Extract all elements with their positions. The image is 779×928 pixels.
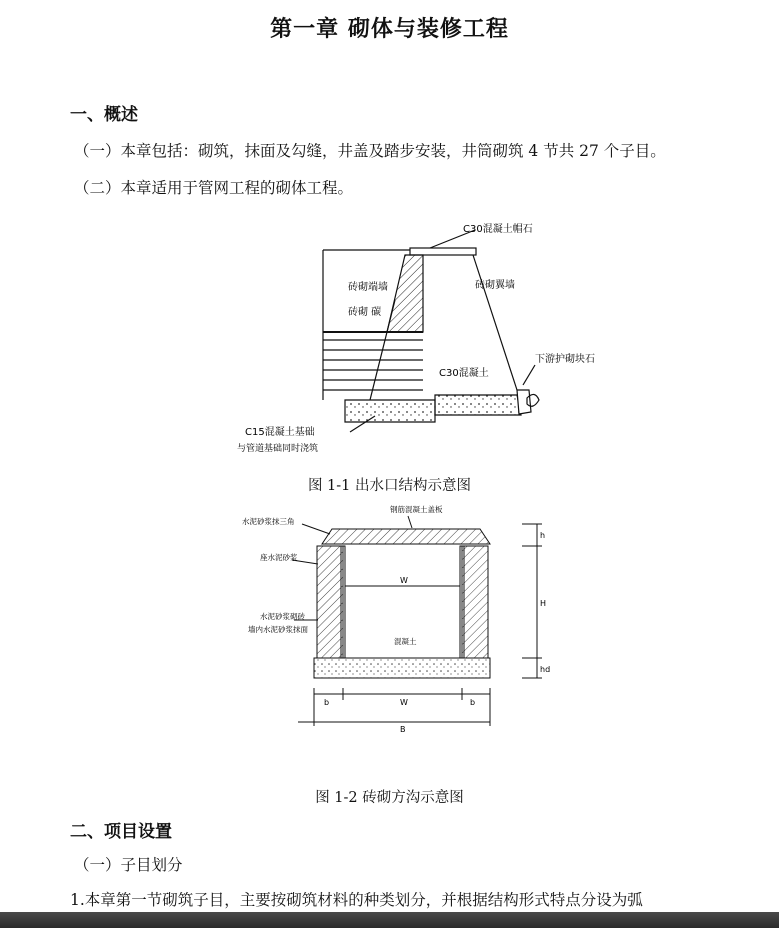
dim-w-bottom: W: [400, 698, 408, 707]
label-cover: 钢筋混凝土盖板: [390, 505, 443, 514]
dim-w-inner: W: [400, 576, 408, 585]
paragraph-scope: （一）本章包括：砌筑，抹面及勾缝，井盖及踏步安装，井筒砌筑 4 节共 27 个子目。: [74, 142, 666, 160]
label-base-note: 与管道基础同时浇筑: [237, 444, 319, 454]
dim-hd: hd: [540, 665, 551, 674]
figure-brick-channel: [222, 494, 562, 749]
paragraph-subitems: 1.本章第一节砌筑子目，主要按砌筑材料的种类划分，并根据结构形式特点分设为弧: [70, 891, 643, 909]
section-heading-overview: 一、概述: [70, 105, 138, 125]
window-bottom-bar: [0, 912, 779, 928]
label-triangle: 水泥砂浆抹三角: [242, 517, 295, 526]
section-heading-items: 二、项目设置: [70, 822, 172, 842]
label-end-wall: 砖砌端墙: [348, 282, 388, 293]
figure-outlet-structure: [205, 210, 600, 460]
dim-h: H: [540, 599, 547, 608]
paragraph-applicability: （二）本章适用于管网工程的砌体工程。: [74, 179, 354, 197]
label-downstream: 下游护砌块石: [535, 354, 595, 365]
label-plaster-2: 墙内水泥砂浆抹面: [248, 625, 308, 634]
subheading-subitems: （一）子目划分: [74, 856, 183, 874]
figure-caption-1: 图 1-1 出水口结构示意图: [307, 478, 472, 494]
figure-caption-2: 图 1-2 砖砌方沟示意图: [315, 790, 464, 806]
label-wing-wall: 砖砌翼墙: [475, 280, 515, 291]
label-cap-stone: C30混凝土帽石: [463, 224, 533, 235]
chapter-title: 第一章 砌体与装修工程: [270, 17, 509, 42]
label-base: C15混凝土基础: [245, 427, 315, 438]
label-concrete: C30混凝土: [439, 368, 489, 379]
label-plaster-1: 水泥砂浆砌砖: [260, 612, 305, 621]
label-brick-floor: 砖砌 碳: [348, 307, 382, 318]
dim-b-left: b: [324, 698, 330, 707]
dim-h-small: h: [540, 531, 546, 540]
label-concrete-2: 混凝土: [394, 637, 417, 646]
dim-B: B: [400, 725, 406, 734]
dim-b-right: b: [470, 698, 476, 707]
label-mortar: 座水泥砂浆: [260, 553, 298, 562]
